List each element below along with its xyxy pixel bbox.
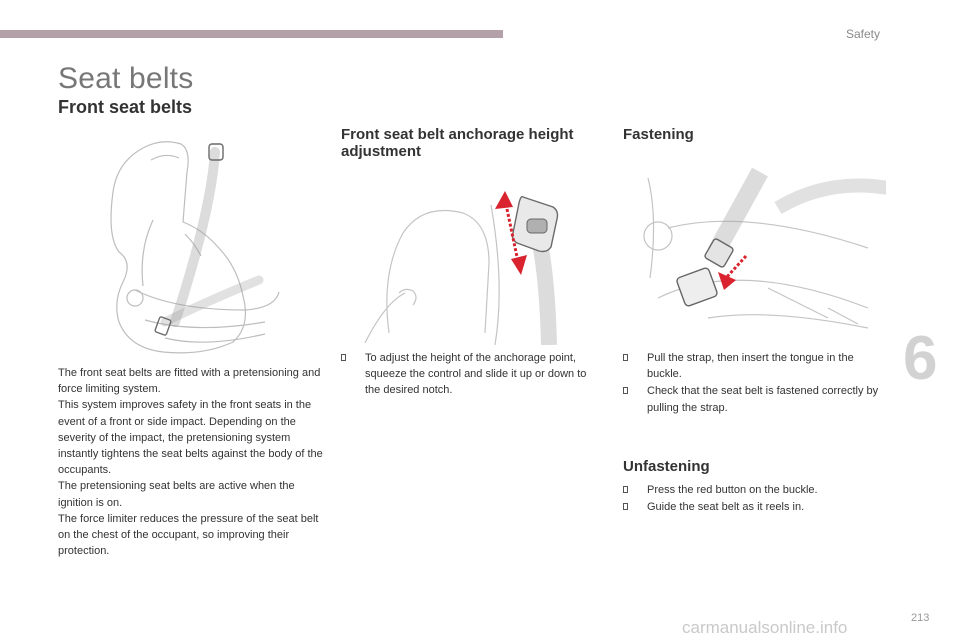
anchorage-adjustment-illustration [355, 183, 603, 345]
fastening-instructions [623, 350, 888, 417]
description-paragraph: The front seat belts are fitted with a pretensioning and force limiting system. [58, 367, 321, 396]
list-item [341, 350, 603, 399]
bullet-icon [623, 503, 628, 510]
list-item [623, 383, 888, 415]
heading-unfastening: Unfastening [623, 458, 710, 475]
chapter-number: 6 [903, 324, 938, 393]
front-seat-belts-description [58, 365, 323, 559]
description-paragraph: The force limiter reduces the pressure of the seat belt on the chest of the occupant, so improving their protection. [58, 512, 319, 558]
description-paragraph: The pretensioning seat belts are active when the ignition is on. [58, 480, 295, 509]
list-item-text: Press the red button on the buckle. [647, 484, 818, 496]
header-accent-bar [0, 30, 503, 38]
bullet-icon [623, 486, 628, 493]
list-item-text: Guide the seat belt as it reels in. [647, 501, 805, 514]
unfastening-instructions [623, 482, 888, 516]
list-item [623, 499, 888, 515]
section-label: Safety [846, 27, 881, 41]
anchorage-instructions [341, 350, 603, 400]
section-heading-front-seat-belts: Front seat belts [58, 97, 193, 117]
bullet-icon [623, 387, 628, 394]
watermark: carmanualsonline.info [682, 618, 848, 637]
bullet-icon [341, 354, 346, 361]
list-item-text: Check that the seat belt is fastened correctly by pulling the strap. [647, 385, 879, 414]
list-item-text: Pull the strap, then insert the tongue in the buckle. [647, 352, 854, 381]
list-item [623, 350, 888, 382]
page-number: 213 [911, 612, 930, 624]
seat-belt-illustration [105, 130, 285, 358]
buckle-fastening-illustration [628, 168, 886, 343]
heading-fastening: Fastening [623, 126, 694, 143]
description-paragraph: This system improves safety in the front seats in the event of a front or side impact. Depending on the severity of the impact, the pretensioning system instantly tightens the seat belts against the body of the occupants. [58, 399, 323, 477]
list-item [623, 482, 888, 498]
page-title: Seat belts [58, 62, 194, 95]
list-item-text: To adjust the height of the anchorage point, squeeze the control and slide it up or down to the desired notch. [365, 352, 587, 397]
bullet-icon [623, 354, 628, 361]
heading-anchorage-adjustment: Front seat belt anchorage height adjustment [341, 126, 574, 160]
